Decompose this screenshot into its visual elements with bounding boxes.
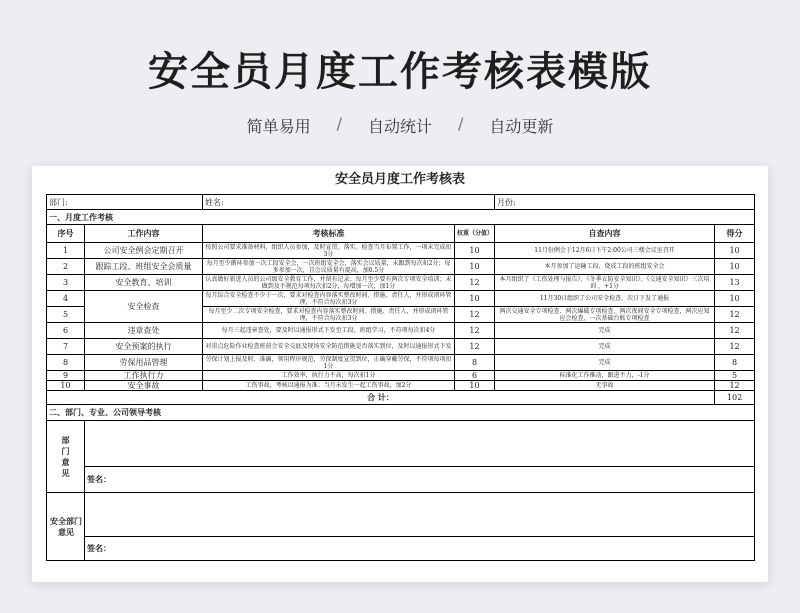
row-weight: 10 [455,381,495,391]
row-weight: 12 [455,323,495,339]
feature-easy: 简单易用 [246,117,311,136]
separator: / [336,114,342,133]
row-content: 工作执行力 [85,371,203,381]
row-self-eval[interactable]: 标准化工作推动，跟进不力，-1分 [495,371,715,381]
name-field[interactable]: 姓名: [203,195,495,210]
row-criteria: 每月综合安全检查不少于一次，要求对检查内容落实整改时间、措施、责任人，并形成闭环管理，不符合每次扣3分 [203,291,455,307]
row-criteria: 工作效率，执行力不高，每次扣1分 [203,371,455,381]
dept-opinion-text: 部门意见 [61,434,70,478]
header-self-eval: 自查内容 [495,225,715,243]
row-no: 7 [47,339,85,355]
feature-subtitle [0,114,800,137]
row-score[interactable]: 12 [715,339,755,355]
row-no: 6 [47,323,85,339]
table-row [47,291,755,307]
safety-dept-opinion-label [47,493,85,561]
header-criteria: 考核标准 [203,225,455,243]
row-content: 公司安全例会定期召开 [85,243,203,259]
row-criteria: 认真做好新进人员的公司级安全教育工作，并留有记录；每月至少要有两次专项安全培训；未做到及不规范每项每次扣2分，每增加一次，加1分 [203,275,455,291]
row-self-eval[interactable]: 完成 [495,339,715,355]
row-score[interactable]: 5 [715,371,755,381]
row-score[interactable]: 12 [715,307,755,323]
row-content: 安全教育、培训 [85,275,203,291]
feature-auto-stats: 自动统计 [367,117,432,136]
dept-field[interactable]: 部门: [47,195,203,210]
row-criteria: 每月三起违章查处，要及时以通报形式下发至工段、班组学习，不符项每次扣4分 [203,323,455,339]
dept-sign-field[interactable]: 签名： [85,467,755,493]
month-field[interactable]: 月份: [495,195,755,210]
safety-dept-opinion-text: 安全部门意见 [50,515,82,537]
row-score[interactable]: 10 [715,243,755,259]
row-self-eval[interactable]: 11月份例会于12月6日下午2:00公司三楼会议室召开 [495,243,715,259]
separator: / [458,114,464,133]
table-row [47,355,755,371]
row-content: 劳保用品管理 [85,355,203,371]
header-content: 工作内容 [85,225,203,243]
row-criteria: 每月至少二次专项安全检查，要求对检查内容落实整改时间、措施、责任人，并形成闭环管理，不符合每次扣3分 [203,307,455,323]
row-no: 1 [47,243,85,259]
table-row [47,323,755,339]
row-no: 4 [47,291,85,307]
row-weight: 6 [455,371,495,381]
row-self-eval[interactable]: 完成 [495,355,715,371]
row-weight: 12 [455,339,495,355]
row-self-eval[interactable]: 无事故 [495,381,715,391]
table-row [47,381,755,391]
row-score[interactable]: 8 [715,355,755,371]
spreadsheet-preview [32,166,768,582]
row-content: 安全检查 [85,291,203,323]
row-score[interactable]: 12 [715,323,755,339]
row-self-eval[interactable]: 本月参加了运输工段、烧成工段的班组安全会 [495,259,715,275]
row-criteria: 劳保计划上报及时、准确，领用程序规范，劳保制度宣贯到位，正确穿戴劳保，不符项每项扣1分 [203,355,455,371]
table-row [47,243,755,259]
table-row [47,371,755,381]
row-score[interactable]: 12 [715,381,755,391]
row-no: 3 [47,275,85,291]
row-no: 8 [47,355,85,371]
row-weight: 10 [455,243,495,259]
section-monthly-assessment: 一、月度工作考核 [47,210,755,225]
header-no: 序号 [47,225,85,243]
row-score[interactable]: 10 [715,291,755,307]
feature-auto-update: 自动更新 [489,117,554,136]
row-no: 2 [47,259,85,275]
total-score: 102 [715,391,755,405]
row-score[interactable]: 10 [715,259,755,275]
dept-opinion-box[interactable] [85,421,755,467]
assessment-table [46,194,755,561]
dept-opinion-label [47,421,85,493]
row-criteria: 工伤事故，考核以通报为准；当月未发生一起工伤事故，加2分 [203,381,455,391]
table-row [47,275,755,291]
row-self-eval[interactable]: 两次交通安全专项检查、两次爆破专项检查、两次夜间安全专项检查，两次应知应会检查、一次基础台账专项检查 [495,307,715,323]
row-no: 5 [47,307,85,323]
header-score: 得分 [715,225,755,243]
row-content: 安全事故 [85,381,203,391]
sheet-title: 安全员月度工作考核表 [334,172,465,187]
row-self-eval[interactable]: 完成 [495,323,715,339]
row-self-eval[interactable]: 本月组织了《工伤处理与报告》、《冬季五防安全知识》、《交通安全知识》三次培训 ，+1分 [495,275,715,291]
header-weight: 权重（分值） [455,225,495,243]
row-score[interactable]: 13 [715,275,755,291]
safety-opinion-box[interactable] [85,493,755,537]
row-content: 跟踪工段、班组安全会质量 [85,259,203,275]
main-title: 安全员月度工作考核表模版 [148,49,652,95]
row-weight: 12 [455,275,495,291]
row-criteria: 对重点危险作业检查班前会安全交底及现场安全防范措施是否落实到位，及时以通报形式下发 [203,339,455,355]
row-criteria: 每月至少循环参加一次工段安全会，一次班组安全会，落实会议质量，未跟到每次扣2分；每多参加一次，且会议质量有提高，加0.5分 [203,259,455,275]
row-weight: 8 [455,355,495,371]
table-row [47,259,755,275]
row-criteria: 按照公司要求准备材料，组织人员参加，及时宣贯、落实、检查当月布置工作，一项未完成扣3分 [203,243,455,259]
table-row [47,339,755,355]
total-label: 合 计： [47,391,715,405]
row-self-eval[interactable]: 11月30日组织了公司安全检查，次日下发了通报 [495,291,715,307]
total-row [47,391,755,405]
row-weight: 10 [455,291,495,307]
row-no: 9 [47,371,85,381]
row-weight: 12 [455,307,495,323]
row-weight: 10 [455,259,495,275]
row-content: 违章查处 [85,323,203,339]
row-content: 安全预案的执行 [85,339,203,355]
row-no: 10 [47,381,85,391]
section-leader-assessment: 二、部门、专业、公司领导考核 [47,405,755,421]
safety-sign-field[interactable]: 签名： [85,537,755,561]
